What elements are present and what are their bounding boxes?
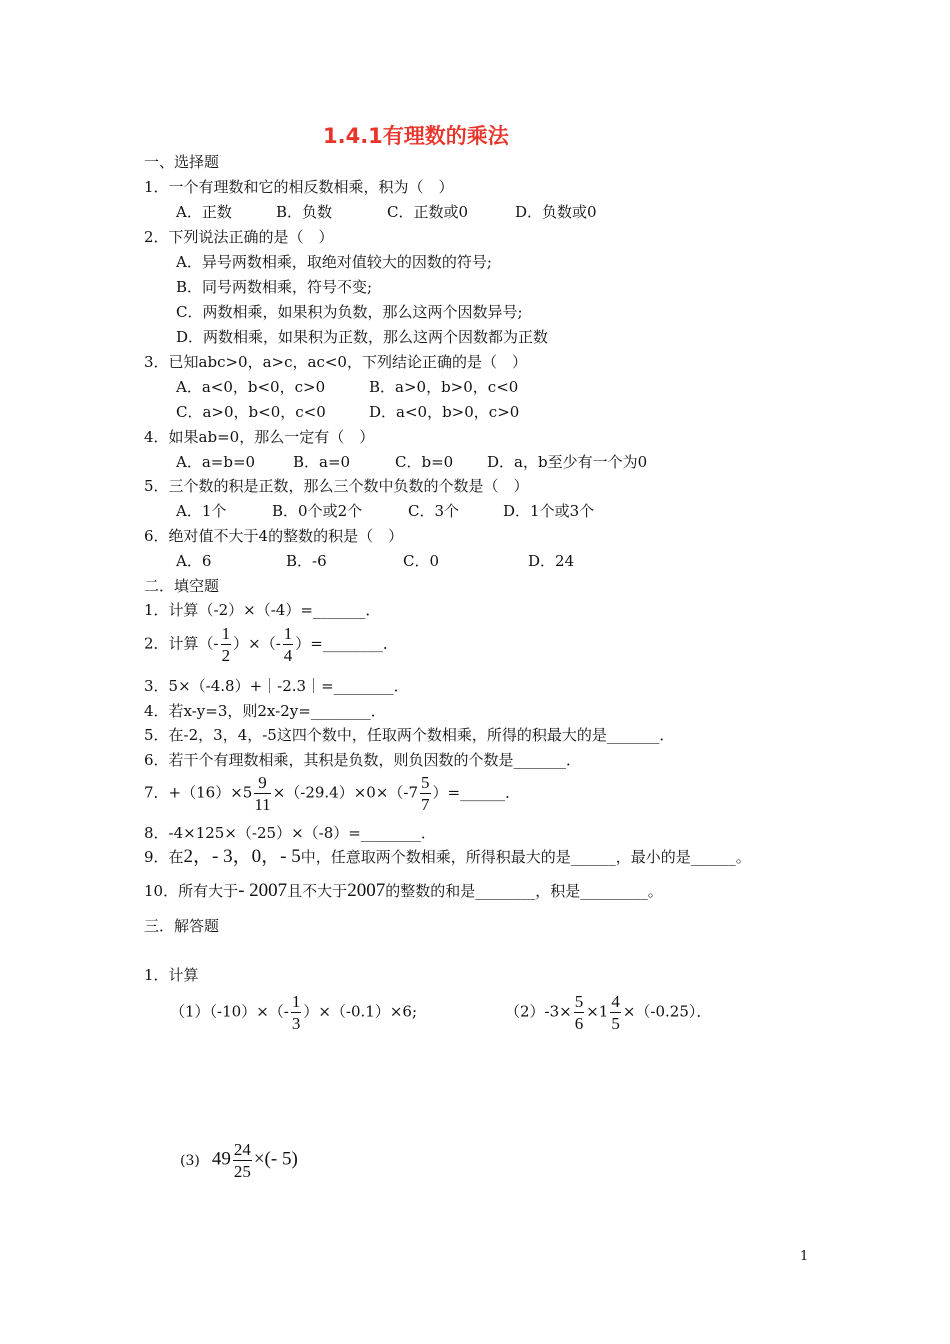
fill-q10 [144,882,663,900]
mc-q1-c: C．正数或0 [387,203,469,221]
fill-q3: 3．5×（-4.8）+｜-2.3｜=________． [144,677,409,695]
mc-q1-a: A．正数 [176,203,232,221]
fill-q8: 8．-4×125×（-25）×（-8）=________． [144,824,436,842]
mc-q3-stem: 3．已知abc>0，a>c，ac<0，下列结论正确的是（ ） [144,353,527,371]
fill-q2-mid: ）×（- [233,634,281,653]
fraction [233,1141,252,1180]
solve-p3-post: ×(- 5) [253,1148,298,1170]
mc-q5-c: C．3个 [408,502,460,520]
denominator: 2 [221,646,231,665]
denominator: 6 [574,1014,584,1033]
mc-q2-a: A．异号两数相乘，取绝对值较大的因数的符号; [176,253,492,271]
mc-q3-c: C．a>0，b<0，c<0 [176,403,326,421]
fill-q7-post: ）=______． [432,783,521,802]
mc-q4-stem: 4．如果ab=0，那么一定有（ ） [144,428,375,446]
solve-p2 [505,993,711,1032]
mc-q3-b: B．a>0，b>0，c<0 [369,378,519,396]
fill-q10-post: 的整数的和是________，积是_________。 [385,882,663,900]
fill-q7-pre: 7．+（16）×5 [144,783,253,802]
mc-q1-stem: 1．一个有理数和它的相反数相乘，积为（ ） [144,178,454,196]
fraction [574,993,585,1032]
fraction [283,625,294,664]
numerator: 1 [291,992,301,1011]
mc-q5-stem: 5．三个数的积是正数，那么三个数中负数的个数是（ ） [144,477,529,495]
mc-q4-a: A．a=b=0 [176,453,256,471]
solve-p1-post: ）×（-0.1）×6; [303,1002,418,1021]
fraction [610,993,621,1032]
mc-q5-a: A．1个 [176,502,227,520]
fill-q9 [144,848,751,866]
solve-p2-pre: （2）-3× [505,1002,572,1021]
mc-q6-stem: 6．绝对值不大于4的整数的积是（ ） [144,527,404,545]
solve-p3 [180,1141,298,1180]
fill-q10-mid: 且不大于 [287,882,348,900]
page-number: 1 [800,1249,809,1264]
numerator: 5 [421,773,430,792]
denominator: 11 [254,795,271,814]
section-fill: 二．填空题 [144,577,220,595]
mc-q6-a: A．6 [176,552,212,570]
fill-q10-n1: - 2007 [238,880,288,901]
numerator: 5 [574,992,584,1011]
fraction [291,993,302,1032]
mc-q5-b: B．0个或2个 [272,502,363,520]
numerator: 1 [283,624,293,643]
fill-q6: 6．若干个有理数相乘，其积是负数，则负因数的个数是_______． [144,751,582,769]
fill-q5: 5．在-2，3，4，-5这四个数中，任取两个数相乘，所得的积最大的是_______． [144,726,675,744]
mc-q2-d: D．两数相乘，如果积为正数，那么这两个因数都为正数 [176,328,549,346]
fraction [221,625,232,664]
mc-q2-stem: 2．下列说法正确的是（ ） [144,228,334,246]
numerator: 24 [233,1140,251,1159]
solve-p1-pre: （1）（-10）×（- [170,1002,289,1021]
denominator: 4 [283,646,293,665]
section-choice: 一、选择题 [144,153,220,171]
solve-p2-mid: ×1 [586,1002,609,1021]
section-solve: 三．解答题 [144,917,220,935]
mc-q6-b: B．-6 [286,552,327,570]
denominator: 25 [233,1162,251,1181]
denominator: 3 [291,1014,301,1033]
solve-p3-whole: 49 [211,1148,231,1170]
fill-q9-post: 中，任意取两个数相乘，所得积最大的是______，最小的是______。 [300,848,751,866]
fill-q2-post: ）=________． [295,634,398,653]
denominator: 5 [611,1014,620,1033]
fraction [254,774,270,813]
solve-p2-post: ×（-0.25）． [622,1002,712,1021]
solve-p1 [170,993,417,1032]
mc-q4-d: D．a，b至少有一个为0 [487,453,648,471]
mc-q3-a: A．a<0，b<0，c>0 [176,378,326,396]
mc-q2-c: C．两数相乘，如果积为负数，那么这两个因数异号; [176,303,523,321]
fill-q9-pre: 9．在 [144,848,184,866]
fill-q10-n2: 2007 [347,880,386,901]
fill-q2 [144,625,398,664]
mc-q1-d: D．负数或0 [515,203,597,221]
numerator: 4 [611,992,620,1011]
mc-q2-b: B．同号两数相乘，符号不变; [176,278,373,296]
mc-q5-d: D．1个或3个 [503,502,595,520]
page-title: 1.4.1有理数的乘法 [323,124,509,148]
mc-q3-d: D．a<0，b>0，c>0 [369,403,520,421]
fill-q10-pre: 10．所有大于 [144,882,239,900]
mc-q4-c: C．b=0 [395,453,454,471]
fill-q4: 4．若x-y=3，则2x-2y=________． [144,702,386,720]
mc-q6-d: D．24 [528,552,575,570]
mc-q4-b: B．a=0 [293,453,351,471]
fill-q7 [144,774,520,813]
denominator: 7 [421,795,430,814]
fraction [420,774,431,813]
numerator: 9 [254,774,270,794]
fill-q2-pre: 2．计算（- [144,634,219,653]
mc-q1-b: B．负数 [276,203,333,221]
fill-q9-numbers: 2，- 3，0，- 5 [183,846,301,867]
solve-p3-label: (3) [180,1152,200,1169]
fill-q1: 1．计算（-2）×（-4）=_______． [144,601,381,619]
fill-q7-mid: ×（-29.4）×0×（-7 [272,783,419,802]
mc-q6-c: C．0 [403,552,440,570]
solve-q1: 1．计算 [144,966,199,984]
numerator: 1 [221,624,231,643]
